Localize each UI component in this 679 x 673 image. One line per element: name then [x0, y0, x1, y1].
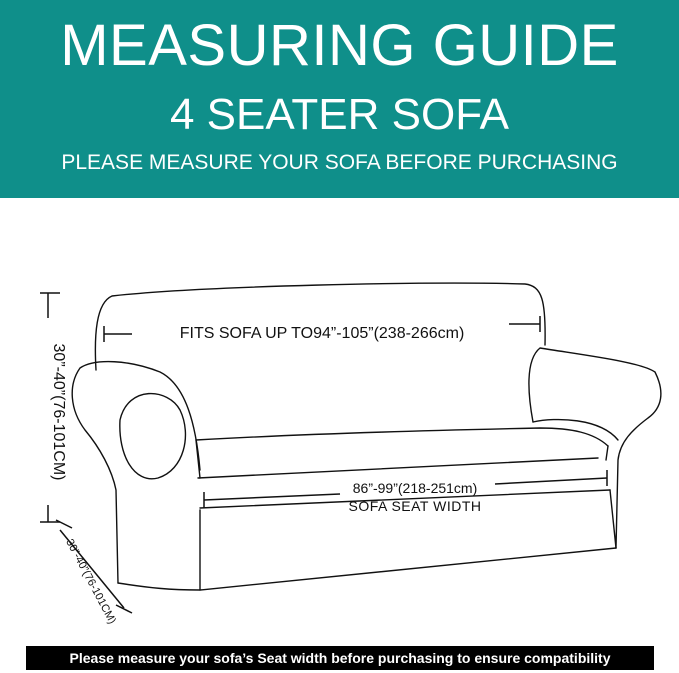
page-title: MEASURING GUIDE [60, 13, 619, 78]
sofa-right-arm [529, 348, 661, 548]
banner-note: PLEASE MEASURE YOUR SOFA BEFORE PURCHASING [61, 151, 618, 174]
page-subtitle: 4 SEATER SOFA [169, 90, 510, 139]
sofa-seat-front [198, 458, 598, 478]
sofa-base [118, 548, 616, 590]
header-banner [0, 0, 679, 198]
seat-width-value: 86”-99”(218-251cm) [352, 480, 478, 496]
sofa-seat-top [196, 428, 608, 446]
footer-note: Please measure your sofa’s Seat width before purchasing to ensure compatibility [26, 646, 654, 670]
seat-width-label: SOFA SEAT WIDTH [348, 498, 482, 514]
height-label: 30”-40”(76-101CM) [50, 343, 67, 481]
back-width-label: FITS SOFA UP TO94”-105”(238-266cm) [179, 325, 465, 342]
depth-label: 30”-40”(76-101CM) [63, 537, 119, 626]
sofa-diagram [0, 198, 679, 646]
left-arm-roll [120, 394, 186, 479]
